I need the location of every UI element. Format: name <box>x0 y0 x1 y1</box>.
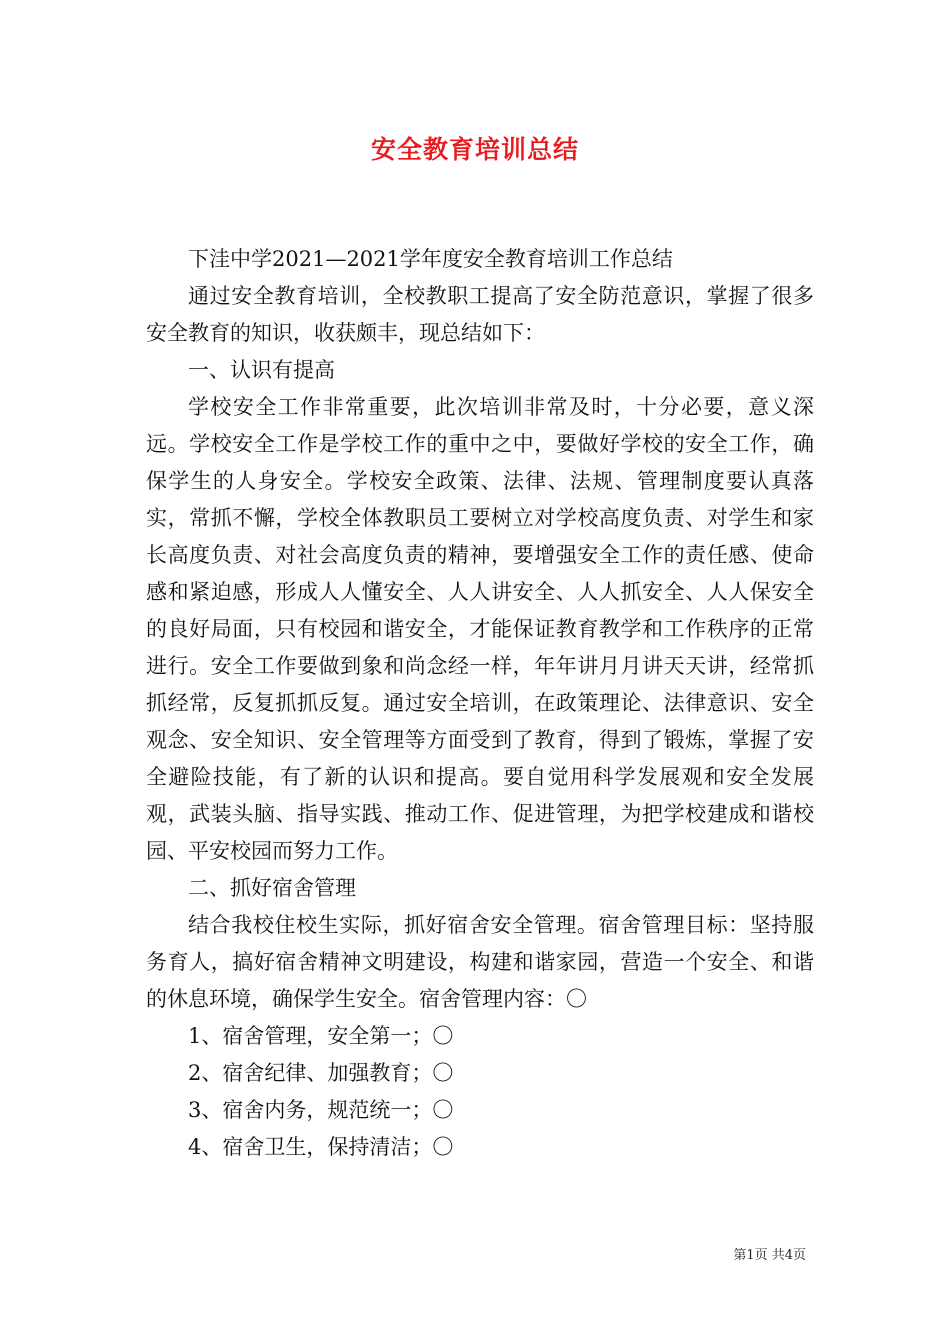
list-item: 3、宿舍内务，规范统一；〇 <box>188 1098 454 1122</box>
list-item: 1、宿舍管理，安全第一；〇 <box>188 1024 454 1048</box>
list-item: 4、宿舍卫生，保持清洁；〇 <box>188 1135 454 1159</box>
section-heading-2: 二、抓好宿舍管理 <box>188 876 356 900</box>
page-number-footer: 第1页 共4页 <box>733 1248 806 1263</box>
paragraph-heading-line: 下洼中学2021—2021学年度安全教育培训工作总结 <box>188 247 673 271</box>
paragraph-section-1: 学校安全工作非常重要，此次培训非常及时，十分必要，意义深远。学校安全工作是学校工作的重中之中，要做好学校的安全工作，确保学生的人身安全。学校安全政策、法律、法规、管理制度要认真落实，常抓不懈，学校全体教职员工要树立对学校高度负责、对学生和家长高度负责、对社会高度负责的精神，要增强安全工作的责任感、使命感和紧迫感，形成人人懂安全、人人讲安全、人人抓安全、人人保安全的良好局面，只有校园和谐安全，才能保证教育教学和工作秩序的正常进行。安全工作要做到象和尚念经一样，年年讲月月讲天天讲，经常抓抓经常，反复抓抓反复。通过安全培训，在政策理论、法律意识、安全观念、安全知识、安全管理等方面受到了教育，得到了锻炼，掌握了安全避险技能，有了新的认识和提高。要自觉用科学发展观和安全发展观，武装头脑、指导实践、推动工作、促进管理，为把学校建成和谐校园、平安校园而努力工作。 <box>146 395 814 863</box>
paragraph-section-2: 结合我校住校生实际，抓好宿舍安全管理。宿舍管理目标：坚持服务育人，搞好宿舍精神文明建设，构建和谐家园，营造一个安全、和谐的休息环境，确保学生安全。宿舍管理内容：〇 <box>146 913 814 1011</box>
section-heading-1: 一、认识有提高 <box>188 358 335 382</box>
document-body <box>146 241 814 1166</box>
page-title: 安全教育培训总结 <box>370 135 579 164</box>
list-item: 2、宿舍纪律、加强教育；〇 <box>188 1061 454 1085</box>
paragraph-intro: 通过安全教育培训，全校教职工提高了安全防范意识，掌握了很多安全教育的知识，收获颇丰，现总结如下： <box>146 284 814 345</box>
